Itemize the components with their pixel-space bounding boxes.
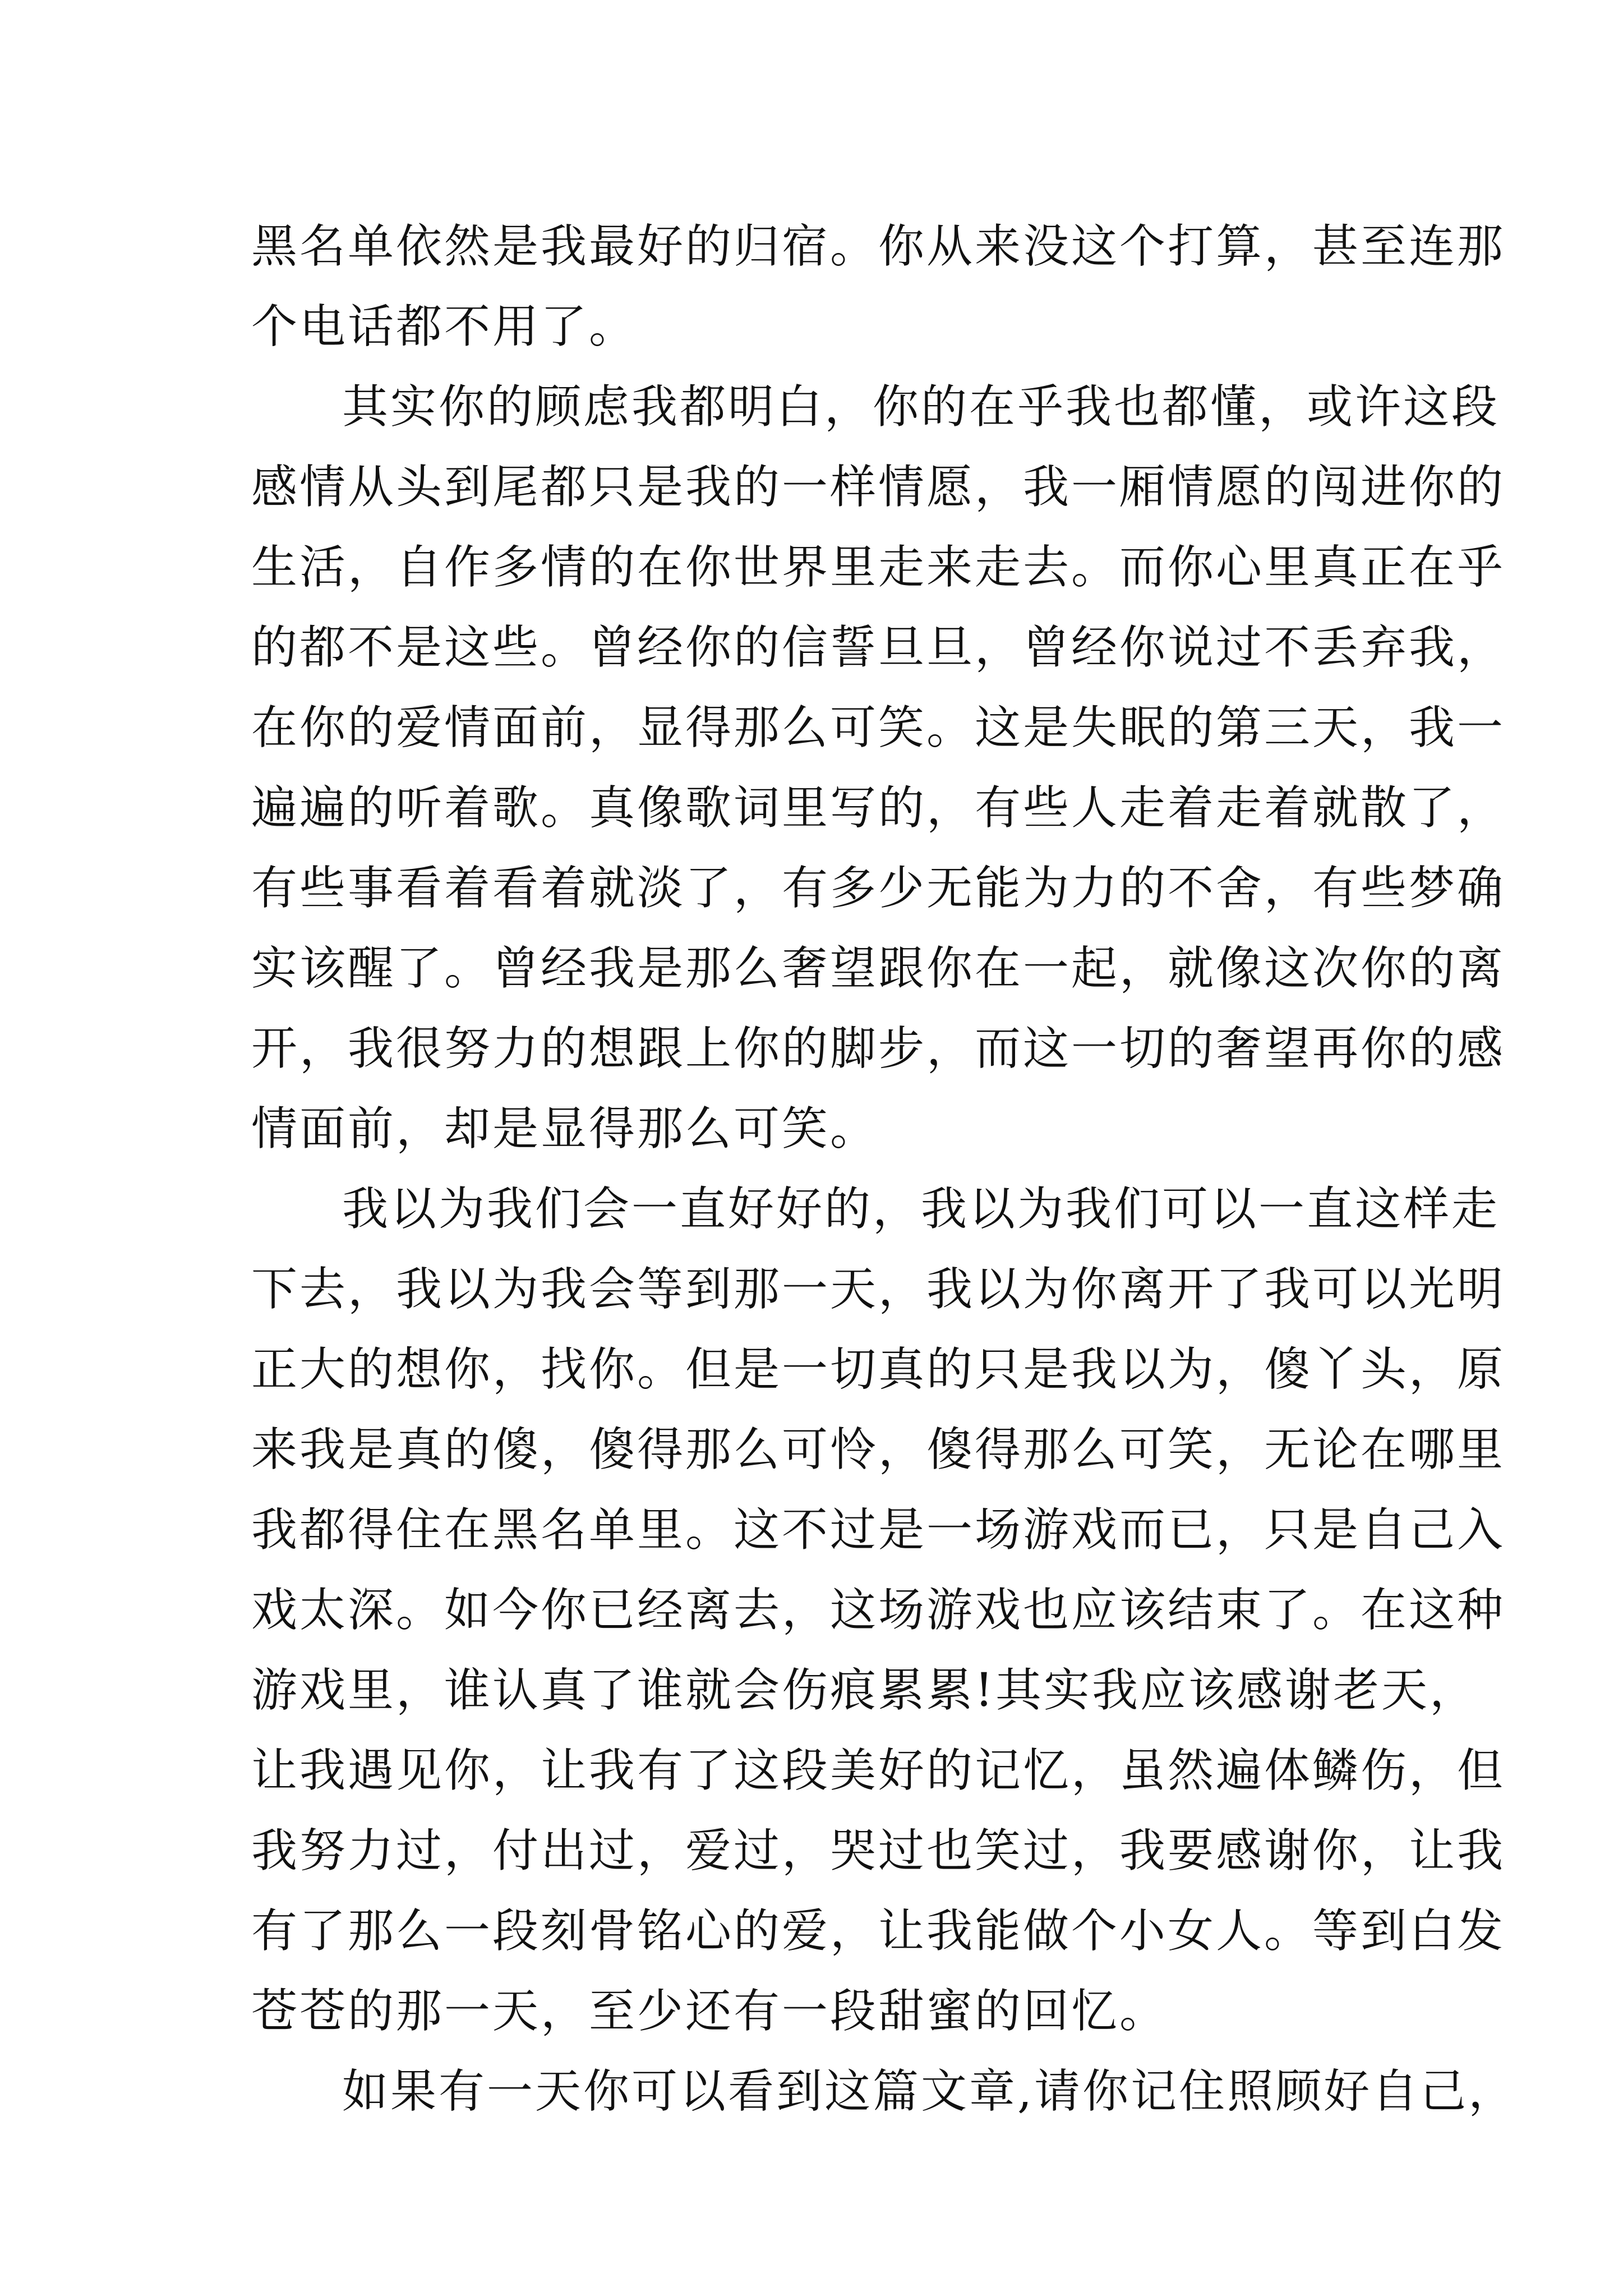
- text-line: 我努力过，付出过，爱过，哭过也笑过，我要感谢你，让我: [251, 1824, 1506, 1878]
- text-line: 在你的爱情面前，显得那么可笑。这是失眠的第三天，我一: [251, 701, 1506, 754]
- text-line: 有些事看着看着就淡了，有多少无能为力的不舍，有些梦确: [251, 862, 1506, 915]
- text-line: 游戏里，谁认真了谁就会伤痕累累!其实我应该感谢老天，: [251, 1664, 1478, 1717]
- text-line: 感情从头到尾都只是我的一样情愿，我一厢情愿的闯进你的: [251, 461, 1506, 514]
- text-line: 个电话都不用了。: [251, 300, 638, 353]
- text-line: 正大的想你，找你。但是一切真的只是我以为，傻丫头，原: [251, 1343, 1506, 1396]
- text-line: 黑名单依然是我最好的归宿。你从来没这个打算，甚至连那: [251, 220, 1506, 273]
- text-line: 我都得住在黑名单里。这不过是一场游戏而已，只是自己入: [251, 1503, 1506, 1557]
- text-line: 让我遇见你，让我有了这段美好的记忆，虽然遍体鳞伤，但: [251, 1744, 1506, 1797]
- text-line: 遍遍的听着歌。真像歌词里写的，有些人走着走着就散了，: [251, 781, 1506, 835]
- paragraph-first-line: 如果有一天你可以看到这篇文章,请你记住照顾好自己，: [342, 2065, 1517, 2118]
- text-line: 来我是真的傻，傻得那么可怜，傻得那么可笑，无论在哪里: [251, 1423, 1506, 1476]
- text-line: 生活，自作多情的在你世界里走来走去。而你心里真正在乎: [251, 541, 1506, 594]
- text-line: 开，我很努力的想跟上你的脚步，而这一切的奢望再你的感: [251, 1022, 1506, 1075]
- text-line: 下去，我以为我会等到那一天，我以为你离开了我可以光明: [251, 1263, 1506, 1316]
- text-line: 实该醒了。曾经我是那么奢望跟你在一起，就像这次你的离: [251, 942, 1506, 995]
- text-line: 戏太深。如今你已经离去，这场游戏也应该结束了。在这种: [251, 1584, 1506, 1637]
- text-line: 有了那么一段刻骨铭心的爱，让我能做个小女人。等到白发: [251, 1904, 1506, 1958]
- text-line: 情面前，却是显得那么可笑。: [251, 1102, 879, 1156]
- paragraph-first-line: 我以为我们会一直好好的，我以为我们可以一直这样走: [342, 1182, 1500, 1236]
- text-line: 的都不是这些。曾经你的信誓旦旦，曾经你说过不丢弃我，: [251, 621, 1506, 674]
- body-text: [251, 206, 1517, 2132]
- text-line: 苍苍的那一天，至少还有一段甜蜜的回忆。: [251, 1985, 1168, 2038]
- paragraph-first-line: 其实你的顾虑我都明白，你的在乎我也都懂，或许这段: [342, 380, 1500, 434]
